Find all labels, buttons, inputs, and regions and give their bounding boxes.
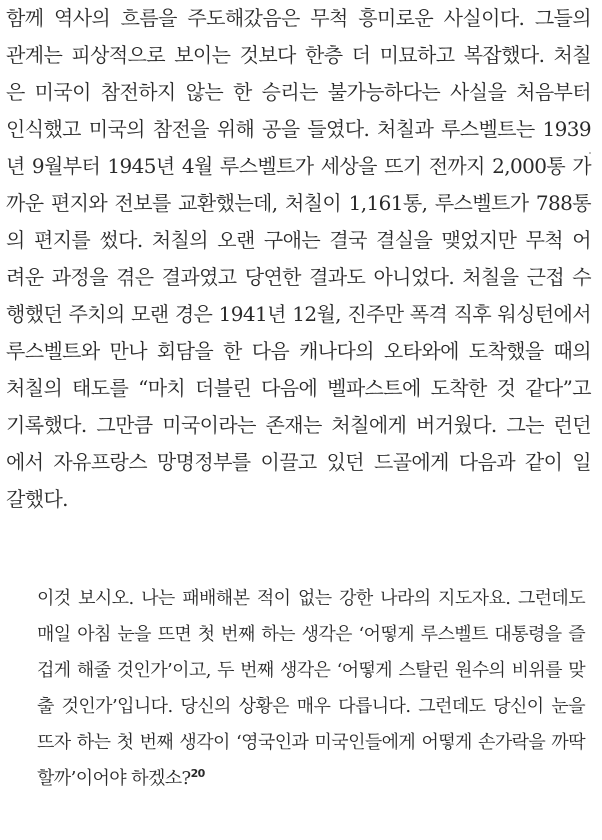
quote-line: 매일 아침 눈을 뜨면 첫 번째 하는 생각은 ‘어떻게 루스벨트 대통령을 즐 [37,624,585,645]
body-line: 관계는 피상적으로 보이는 것보다 한층 더 미묘하고 복잡했다. 처칠 [6,43,591,67]
body-line: 까운 편지와 전보를 교환했는데, 처칠이 1,161통, 루스벨트가 788통 [6,191,591,215]
quote-line: 겁게 해줄 것인가’이고, 두 번째 생각은 ‘어떻게 스탈린 원수의 비위를 맞 [37,660,585,681]
body-line: 인식했고 미국의 참전을 위해 공을 들였다. 처칠과 루스벨트는 1939 [6,117,591,141]
body-line: 루스벨트와 만나 회담을 한 다음 캐나다의 오타와에 도착했을 때의 [6,339,591,363]
body-line: 은 미국이 참전하지 않는 한 승리는 불가능하다는 사실을 처음부터 [6,80,591,104]
body-line: 행했던 주치의 모랜 경은 1941년 12월, 진주만 폭격 직후 워싱턴에서 [6,302,591,326]
scan-speck [589,152,591,154]
quote-line: 뜨자 하는 첫 번째 생각이 ‘영국인과 미국인들에게 어떻게 손가락을 까딱 [37,732,585,753]
body-line: 년 9월부터 1945년 4월 루스벨트가 세상을 뜨기 전까지 2,000통 가 [6,154,591,178]
quote-line: 출 것인가’입니다. 당신의 상황은 매우 다릅니다. 그런데도 당신이 눈을 [37,696,585,717]
quote-line-final [37,762,585,796]
footnote-marker[interactable]: 20 [190,767,205,780]
body-line: 처칠의 태도를 “마치 더블린 다음에 벨파스트에 도착한 것 같다”고 [6,376,591,400]
quote-line-text: 할까’이어야 하겠소? [37,768,191,789]
body-line: 갈했다. [6,487,68,511]
body-line: 함께 역사의 흐름을 주도해갔음은 무척 흥미로운 사실이다. 그들의 [6,6,591,30]
body-line: 기록했다. 그만큼 미국이라는 존재는 처칠에게 버거웠다. 그는 런던 [6,413,591,437]
body-line: 에서 자유프랑스 망명정부를 이끌고 있던 드골에게 다음과 같이 일 [6,450,591,474]
quote-line: 이것 보시오. 나는 패배해본 적이 없는 강한 나라의 지도자요. 그런데도 [37,588,585,609]
body-line: 려운 과정을 겪은 결과였고 당연한 결과도 아니었다. 처칠을 근접 수 [6,265,591,289]
body-line: 의 편지를 썼다. 처칠의 오랜 구애는 결국 결실을 맺었지만 무척 어 [6,228,591,252]
